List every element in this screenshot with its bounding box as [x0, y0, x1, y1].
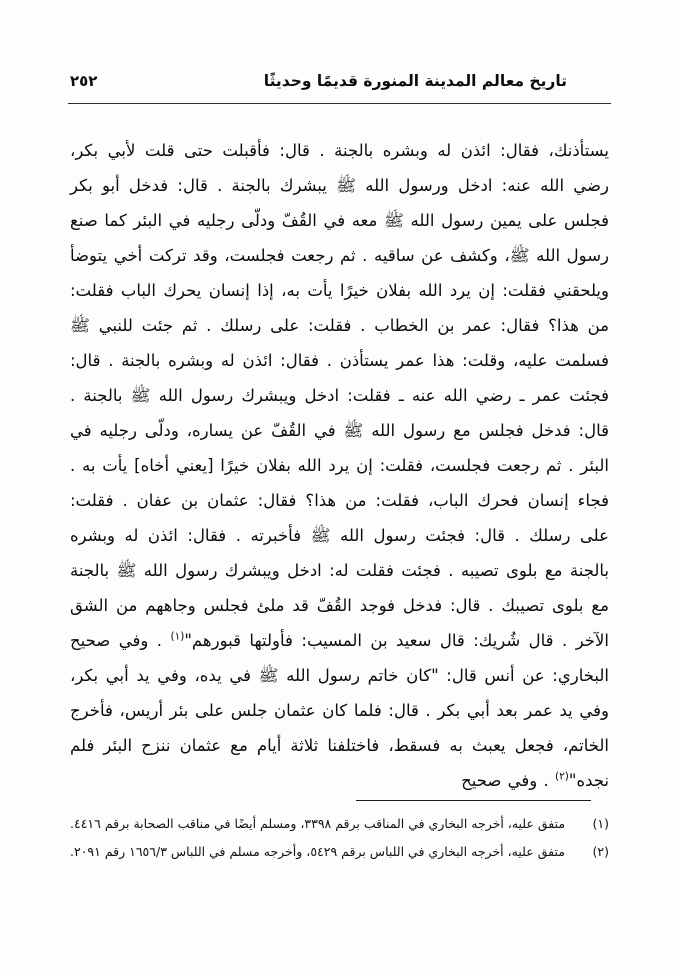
- header-divider: [68, 103, 611, 104]
- footnote-item: [70, 840, 609, 863]
- body-text-block: [70, 133, 609, 798]
- page-number: ٢٥٢: [70, 72, 98, 90]
- footnote-divider: [356, 800, 591, 801]
- main-paragraph: [70, 133, 609, 798]
- footnote-reference-2[interactable]: (٢): [555, 770, 569, 783]
- footnote-item: [70, 812, 609, 835]
- running-head: [70, 72, 609, 102]
- footnote-marker: (٢): [592, 844, 609, 859]
- footnote-text: متفق عليه، أخرجه البخاري في المناقب برقم ٣٣٩٨، ومسلم أيضًا في مناقب الصحابة برقم ٤٤١٦.: [70, 816, 566, 831]
- paragraph-part-3: . وفي صحيح: [461, 771, 555, 790]
- book-title: تاريخ معالم المدينة المنورة قديمًا وحديثًا: [263, 72, 567, 90]
- paragraph-part-1: يستأذنك، فقال: ائذن له وبشره بالجنة . قال: فأقبلت حتى قلت لأبي بكر، رضي الله عنه: ادخل ورسول الله ﷺ يبشرك بالجنة . قال: فدخل أبو بكر فجلس على يمين رسول الله ﷺ معه في القُفّ ودلّى رجليه في البئر كما صنع رسول الله ﷺ، وكشف عن ساقيه . ثم رجعت فجلست، وقد تركت أخي يتوضأ ويلحقني فقلت: إن يرد الله بفلان خيرًا يأت به، إذا إنسان يحرك الباب فقلت: من هذا؟ فقال: عمر بن الخطاب . فقلت: على رسلك . ثم جئت للنبي ﷺ فسلمت عليه، وقلت: هذا عمر يستأذن . فقال: ائذن له وبشره بالجنة . قال: فجئت عمر ـ رضي الله عنه ـ فقلت: ادخل ويبشرك رسول الله ﷺ بالجنة . قال: فدخل فجلس مع رسول الله ﷺ في القُفّ عن يساره، ودلّى رجليه في البئر . ثم رجعت فجلست، فقلت: إن يرد الله بفلان خيرًا [يعني أخاه] يأت به . فجاء إنسان فحرك الباب، فقلت: من هذا؟ فقال: عثمان بن عفان . فقلت: على رسلك . قال: فجئت رسول الله ﷺ فأخبرته . فقال: ائذن له وبشره بالجنة مع بلوى تصيبه . فجئت فقلت له: ادخل ويبشرك رسول الله ﷺ بالجنة مع بلوى تصيبك . قال: فدخل فوجد القُفّ قد ملئ فجلس وجاههم من الشق الآخر . قال شُريك: قال سعيد بن المسيب: فأولتها قبورهم": [70, 141, 609, 650]
- footnote-text: متفق عليه، أخرجه البخاري في اللباس برقم ٥٤٢٩، وأخرجه مسلم في اللباس ١٦٥٦/٣ رقم ٢٠٩١.: [70, 844, 565, 859]
- footnotes-block: [70, 812, 609, 868]
- paragraph-part-2: . وفي صحيح البخاري: عن أنس قال: "كان خاتم رسول الله ﷺ في يده، وفي يد أبي بكر، وفي يد عمر بعد أبي بكر . قال: فلما كان عثمان جلس على بئر أريس، فأخرج الخاتم، فجعل يعبث به فسقط، فاختلفنا ثلاثة أيام مع عثمان ننزح البئر فلم نجده": [70, 631, 609, 790]
- footnote-marker: (١): [592, 816, 609, 831]
- footnote-reference-1[interactable]: (١): [170, 630, 185, 643]
